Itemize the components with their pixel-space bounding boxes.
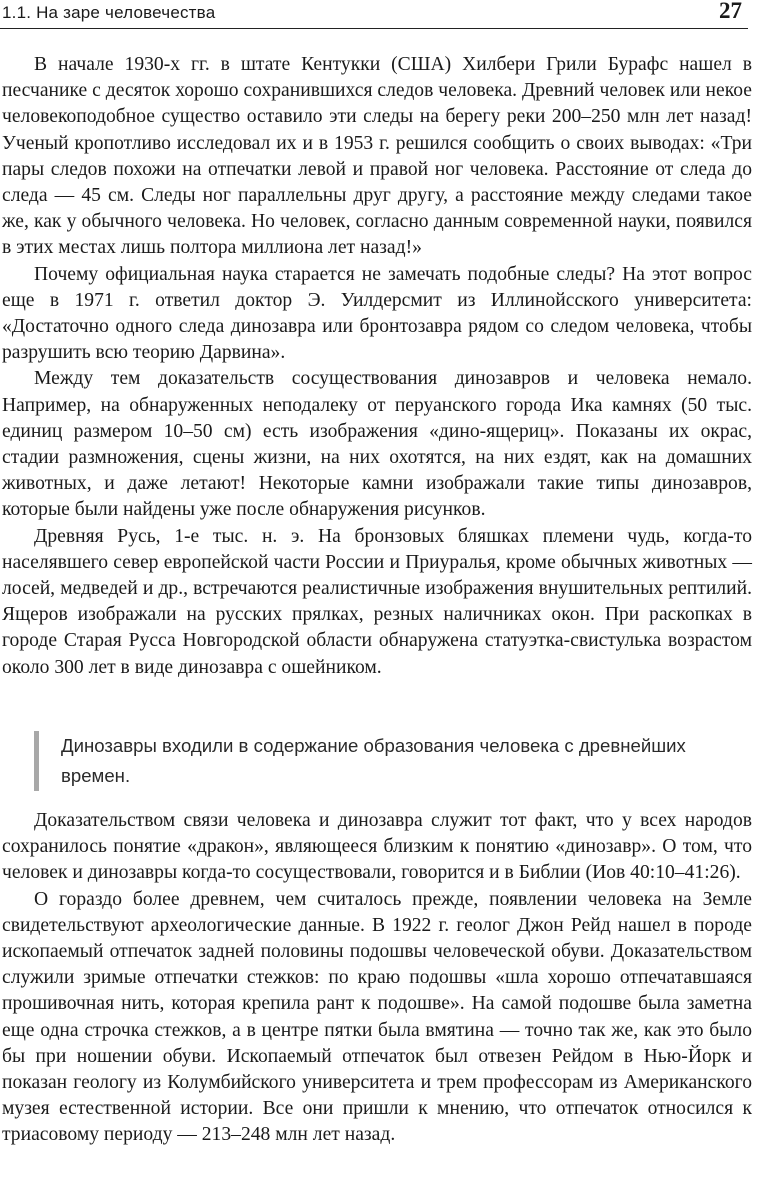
running-header: [0, 0, 748, 29]
section-title: 1.1. На заре человечества: [2, 3, 216, 22]
paragraph: Доказательством связи человека и динозавра служит тот факт, что у всех народов сохранилось понятие «дракон», являющееся близким к понятию «динозавр». О том, что человек и динозавры когда-то сосуществовали, говорится и в Библии (Иов 40:10–41:26).: [2, 810, 752, 884]
callout-text: Динозавры входили в содержание образования человека с древнейших времен.: [61, 735, 686, 786]
paragraph: В начале 1930-х гг. в штате Кентукки (США) Хилбери Грили Бурафс нашел в песчанике с десяток хорошо сохранившихся следов человека. Древний человек или некое человекоподобное существо оставило эти следы на берегу реки 200–250 млн лет назад! Ученый кропотливо исследовал их и в 1953 г. решился сообщить о своих выводах: «Три пары следов похожи на отпечатки левой и правой ног человека. Расстояние от следа до следа — 45 см. Следы ног параллельны друг другу, а расстояние между следами такое же, как у обычного человека. Но человек, согласно данным современной науки, появился в этих местах лишь полтора миллиона лет назад!»: [2, 54, 752, 259]
main-text-lower: [2, 808, 752, 1149]
paragraph: Древняя Русь, 1-е тыс. н. э. На бронзовых бляшках племени чудь, когда-то населявшего север европейской части России и Приуралья, кроме обычных животных — лосей, медведей и др., встречаются реалистичные изображения внушительных рептилий. Ящеров изображали на русских прялках, резных наличниках окон. При раскопках в городе Старая Русса Новгородской области обнаружена статуэтка-свистулька возрастом около 300 лет в виде динозавра с ошейником.: [2, 525, 752, 678]
main-text-upper: [2, 52, 752, 681]
paragraph: О гораздо более древнем, чем считалось прежде, появлении человека на Земле свидетельствуют археологические данные. В 1922 г. геолог Джон Рейд нашел в породе ископаемый отпечаток задней половины подошвы человеческой обуви. Доказательством служили зримые отпечатки стежков: по краю подошвы «шла хорошо отпечатавшаяся прошивочная нить, которая крепила рант к подошве». На самой подошве была заметна еще одна строчка стежков, а в центре пятки была вмятина — точно так же, как это было бы при ношении обуви. Ископаемый отпечаток был отвезен Рейдом в Нью-Йорк и показан геологу из Колумбийского университета и трем профессорам из Американского музея естественной истории. Все они пришли к мнению, что отпечаток относился к триасовому периоду — 213–248 млн лет назад.: [2, 888, 752, 1146]
callout-quote: [34, 731, 751, 791]
paragraph: Почему официальная наука старается не замечать подобные следы? На этот вопрос еще в 1971 г. ответил доктор Э. Уилдерсмит из Иллинойсского университета: «Достаточно одного следа динозавра или бронтозавра рядом со следом человека, чтобы разрушить всю теорию Дарвина».: [2, 263, 752, 364]
page-number: 27: [719, 0, 742, 23]
paragraph: Между тем доказательств сосуществования динозавров и человека немало. Например, на обнаруженных неподалеку от перуанского города Ика камнях (50 тыс. единиц размером 10–50 см) есть изображения «дино-ящериц». Показаны их окрас, стадии размножения, сцены жизни, на них охотятся, на них ездят, как на домашних животных, и даже летают! Некоторые камни изображали такие типы динозавров, которые были найдены уже после обнаружения рисунков.: [2, 368, 752, 521]
